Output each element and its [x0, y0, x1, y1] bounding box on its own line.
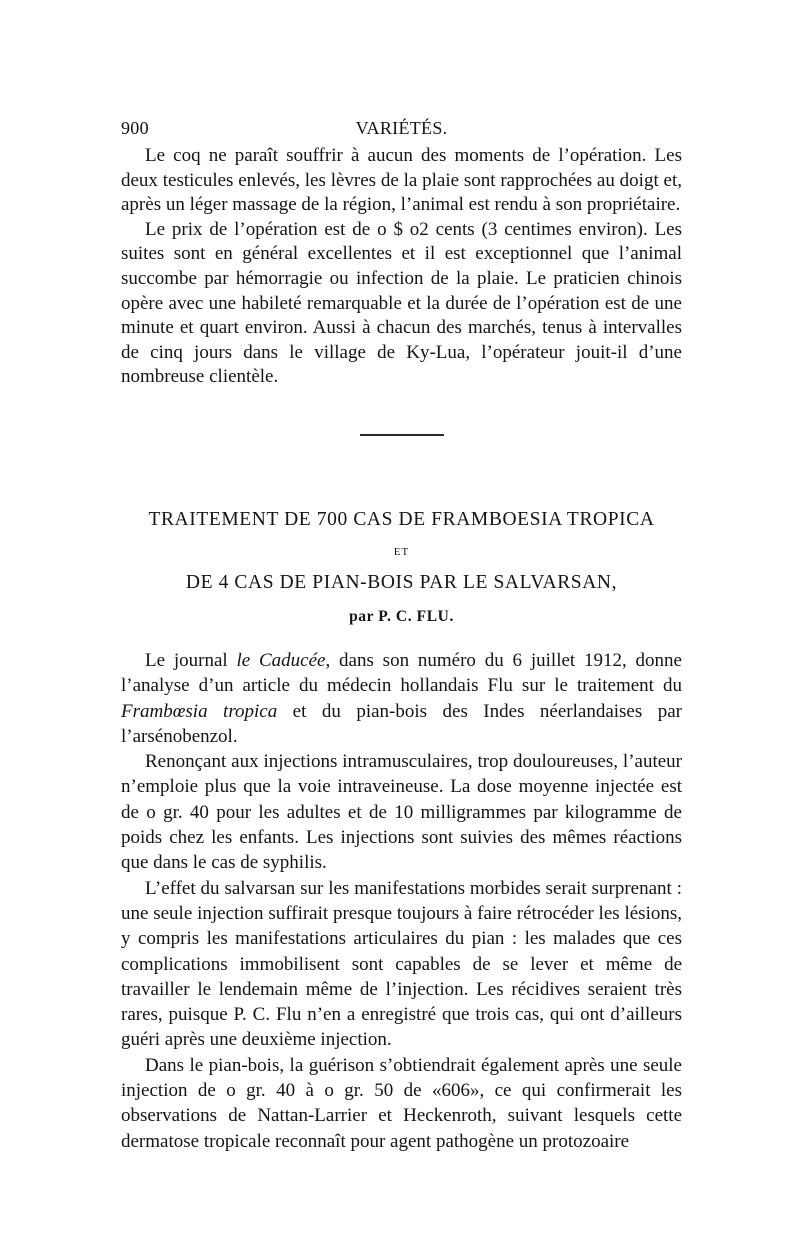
- text-run: , dans son numéro du 6 juillet 1912, donne l’analyse d’un article du médecin hollandais Flu sur le traitement du: [121, 649, 682, 697]
- paragraph: Le coq ne paraît souffrir à aucun des moments de l’opération. Les deux testicules enlevés, les lèvres de la plaie sont rapprochées au doigt et, après un léger massage de la région, l’animal est rendu à son propriétaire.: [121, 145, 682, 216]
- species-name: Frambœsia tropica: [121, 700, 278, 722]
- paragraph: Dans le pian-bois, la guérison s’obtiendrait également après une seule injection de o gr. 40 à o gr. 50 de «606», ce qui confirmerait les observations de Nattan-Larrier et Heckenroth, suivant lesquels cette dermatose tropicale reconnaît pour agent pathogène un protozoaire: [121, 1054, 682, 1152]
- article-byline: par P. C. FLU.: [349, 607, 454, 625]
- text-run: et du pian-bois des Indes néerlandaises par l’arsénobenzol.: [121, 700, 682, 747]
- journal-name: le Caducée: [236, 649, 326, 671]
- running-title: VARIÉTÉS.: [355, 118, 448, 138]
- page-number: 900: [121, 118, 149, 138]
- article-body: [121, 648, 682, 1154]
- paragraph: [121, 648, 682, 749]
- document-page: [121, 114, 682, 1154]
- article-title-conjunction: ET: [393, 545, 410, 558]
- article-title-line1: TRAITEMENT DE 700 CAS DE FRAMBOESIA TROPICA: [148, 508, 655, 530]
- running-header: [121, 114, 682, 144]
- section-divider: [360, 434, 444, 436]
- paragraph: Le prix de l’opération est de o $ o2 cents (3 centimes environ). Les suites sont en général excellentes et il est exceptionnel que l’animal succombe par hémorragie ou infection de la plaie. Le praticien chinois opère avec une habileté remarquable et la durée de l’opération est de une minute et quart environ. Aussi à chacun des marchés, tenus à intervalles de cinq jours dans le village de Ky-Lua, l’opérateur jouit-il d’une nombreuse clientèle.: [121, 218, 682, 388]
- paragraph: Renonçant aux injections intramusculaires, trop douloureuses, l’auteur n’emploie plus que la voie intraveineuse. La dose moyenne injectée est de o gr. 40 pour les adultes et de 10 milligrammes par kilogramme de poids chez les enfants. Les injections sont suivies des mêmes réactions que dans le cas de syphilis.: [121, 751, 682, 874]
- text-run: Le journal: [145, 649, 237, 671]
- previous-article-ending: [121, 144, 682, 390]
- paragraph: L’effet du salvarsan sur les manifestations morbides serait surprenant : une seule injection suffirait presque toujours à faire rétrocéder les lésions, y compris les manifestations articulaires du pian : les malades que ces complications immobilisent sont capables de se lever et même de travailler le lendemain même de l’injection. Les récidives seraient très rares, puisque P. C. Flu n’en a enregistré que trois cas, qui ont d’ailleurs guéri après une deuxième injection.: [121, 877, 682, 1051]
- article-title-line2: DE 4 CAS DE PIAN-BOIS PAR LE SALVARSAN,: [185, 571, 618, 593]
